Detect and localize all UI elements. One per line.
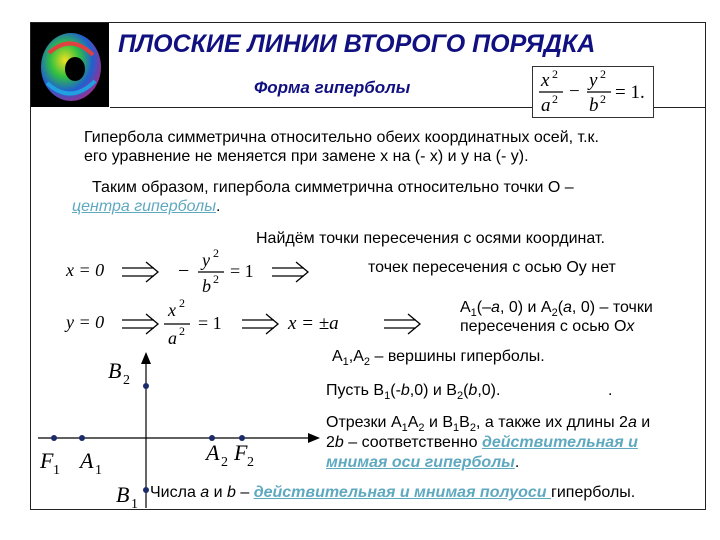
center-link[interactable]: центра гиперболы	[72, 198, 216, 215]
x-axis-arrow	[308, 433, 320, 443]
y-axis-arrow	[141, 352, 151, 364]
point-F1	[51, 435, 57, 441]
subtitle: Форма гиперболы	[254, 78, 411, 97]
last-line: Числа a и b – действительная и мнимая полуоси гиперболы.	[150, 484, 636, 501]
point-A1	[79, 435, 85, 441]
svg-text:2: 2	[247, 455, 254, 470]
svg-text:1: 1	[131, 497, 138, 510]
point-B2	[143, 383, 149, 389]
label-B2: B	[108, 358, 122, 383]
eq-x: x	[541, 70, 550, 91]
eq-rhs: = 1.	[615, 82, 645, 103]
implies-arrow-4	[242, 314, 278, 334]
svg-text:1: 1	[95, 463, 102, 478]
eq-a-sq: 2	[552, 92, 558, 106]
eq-a: a	[541, 95, 551, 116]
row2-a: a	[168, 328, 177, 348]
semi-axes-link[interactable]: действительная и мнимая полуоси	[253, 484, 552, 501]
point-B1	[143, 487, 149, 493]
implies-arrow-3	[122, 314, 158, 334]
svg-text:2: 2	[123, 373, 130, 388]
para2-line1: Таким образом, гипербола симметрична относительно точки O –	[92, 179, 574, 196]
row1-b: b	[202, 276, 211, 296]
implies-arrow-2	[272, 262, 308, 282]
svg-text:−: −	[569, 81, 580, 102]
eq-y-sq: 2	[600, 67, 606, 81]
row2-formula	[62, 294, 422, 354]
svg-text:1: 1	[53, 463, 60, 478]
row1-cond: x = 0	[66, 260, 105, 280]
row2-rhs: = 1	[198, 313, 222, 333]
row1-y: y	[202, 250, 210, 270]
eq-y: y	[589, 70, 598, 91]
hyperbola-equation	[532, 66, 654, 118]
label-B1: B	[116, 482, 130, 507]
label-F2: F	[234, 440, 248, 465]
axes-diagram	[34, 350, 324, 510]
segments-line2: 2b – соответственно действительная и	[326, 434, 638, 451]
eq-x-sq: 2	[552, 67, 558, 81]
row1-result: точек пересечения с осью Oy нет	[368, 259, 616, 276]
label-A1: A	[80, 448, 94, 473]
label-A2: A	[206, 440, 220, 465]
svg-text:2: 2	[179, 324, 185, 338]
label-F1: F	[40, 448, 54, 473]
row1-rhs: = 1	[230, 261, 254, 281]
svg-text:2: 2	[213, 272, 219, 286]
para1-line1: Гипербола симметрична относительно обеих координатных осей, т.к.	[84, 129, 599, 146]
row2-solution: x = ±a	[288, 313, 339, 334]
eq-b: b	[589, 95, 599, 116]
implies-arrow-1	[122, 262, 158, 282]
row2-x: x	[168, 300, 176, 320]
svg-text:2: 2	[221, 455, 228, 470]
row2-result-line2: пересечения с осью Ox	[460, 318, 635, 335]
svg-text:2: 2	[179, 296, 185, 310]
implies-arrow-5	[384, 314, 420, 334]
row1-formula	[62, 244, 322, 300]
vertices-text: $A_1,A_2$ – вершины гиперболы.	[332, 348, 545, 369]
row2-cond: y = 0	[66, 312, 105, 332]
para2-line2: центра гиперболы.	[72, 198, 221, 215]
eq-b-sq: 2	[600, 92, 606, 106]
segments-line1: Отрезки $A_1A_2$ и $B_1B_2$, а также их длины 2a и	[326, 414, 651, 435]
segments-line3: мнимая оси гиперболы.	[326, 454, 520, 471]
page-title: ПЛОСКИЕ ЛИНИИ ВТОРОГО ПОРЯДКА	[118, 30, 596, 58]
torus-logo	[31, 23, 109, 107]
find-points: Найдём точки пересечения с осями координат.	[256, 230, 605, 247]
real-imag-axes-link[interactable]: действительная и	[481, 434, 638, 451]
svg-text:2: 2	[213, 246, 219, 260]
let-text: Пусть $B_1(-b,0)$ и $B_2(b,0)$.	[326, 382, 501, 403]
axes-link[interactable]: мнимая оси гиперболы	[326, 454, 515, 471]
row1-minus: −	[178, 260, 190, 282]
para1-line2: его уравнение не меняется при замене x на (- x) и y на (- y).	[84, 148, 529, 165]
let-dot: .	[608, 382, 613, 399]
row2-result-line1: $A_1(-a$, 0) и $A_2(a$, 0) – точки	[460, 299, 653, 320]
